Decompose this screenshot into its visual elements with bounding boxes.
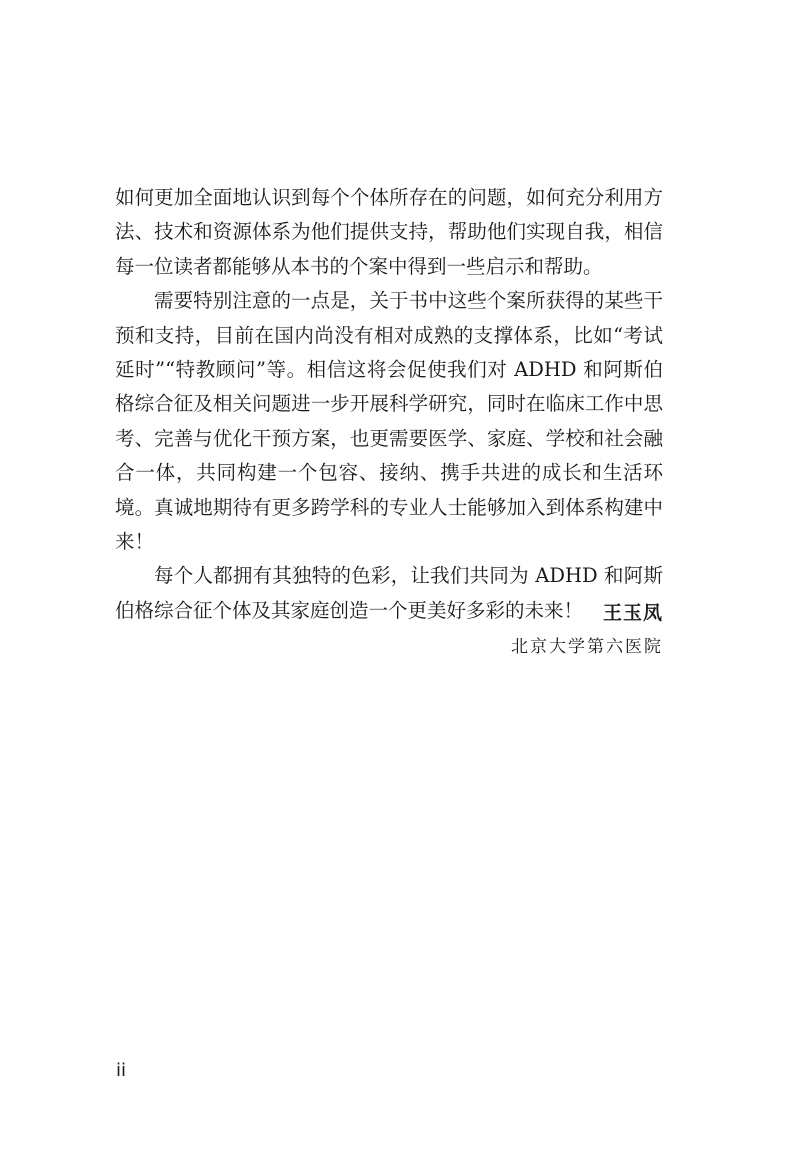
author-name: 王玉凤 xyxy=(602,602,663,624)
signature-block xyxy=(511,596,663,664)
paragraph-closing: 每个人都拥有其独特的色彩，让我们共同为 ADHD 和阿斯伯格综合征个体及其家庭创造一个更美好多彩的未来！ xyxy=(115,564,663,622)
paragraph-continued: 如何更加全面地认识到每个个体所存在的问题，如何充分利用方法、技术和资源体系为他们提供支持，帮助他们实现自我，相信每一位读者都能够从本书的个案中得到一些启示和帮助。 xyxy=(115,186,663,278)
page-number: ii xyxy=(116,1060,127,1081)
paragraph-support-note: 需要特别注意的一点是，关于书中这些个案所获得的某些干预和支持，目前在国内尚没有相对成熟的支撑体系，比如“考试延时”“特教顾问”等。相信这将会促使我们对 ADHD 和阿斯伯格综合征及相关问题进一步开展科学研究，同时在临床工作中思考、完善与优化干预方案，也更需要医学、家庭、学校和社会融合一体，共同构建一个包容、接纳、携手共进的成长和生活环境。真诚地期待有更多跨学科的专业人士能够加入到体系构建中来！ xyxy=(115,289,663,554)
author-affiliation: 北京大学第六医院 xyxy=(511,637,663,657)
body-text xyxy=(115,181,663,628)
